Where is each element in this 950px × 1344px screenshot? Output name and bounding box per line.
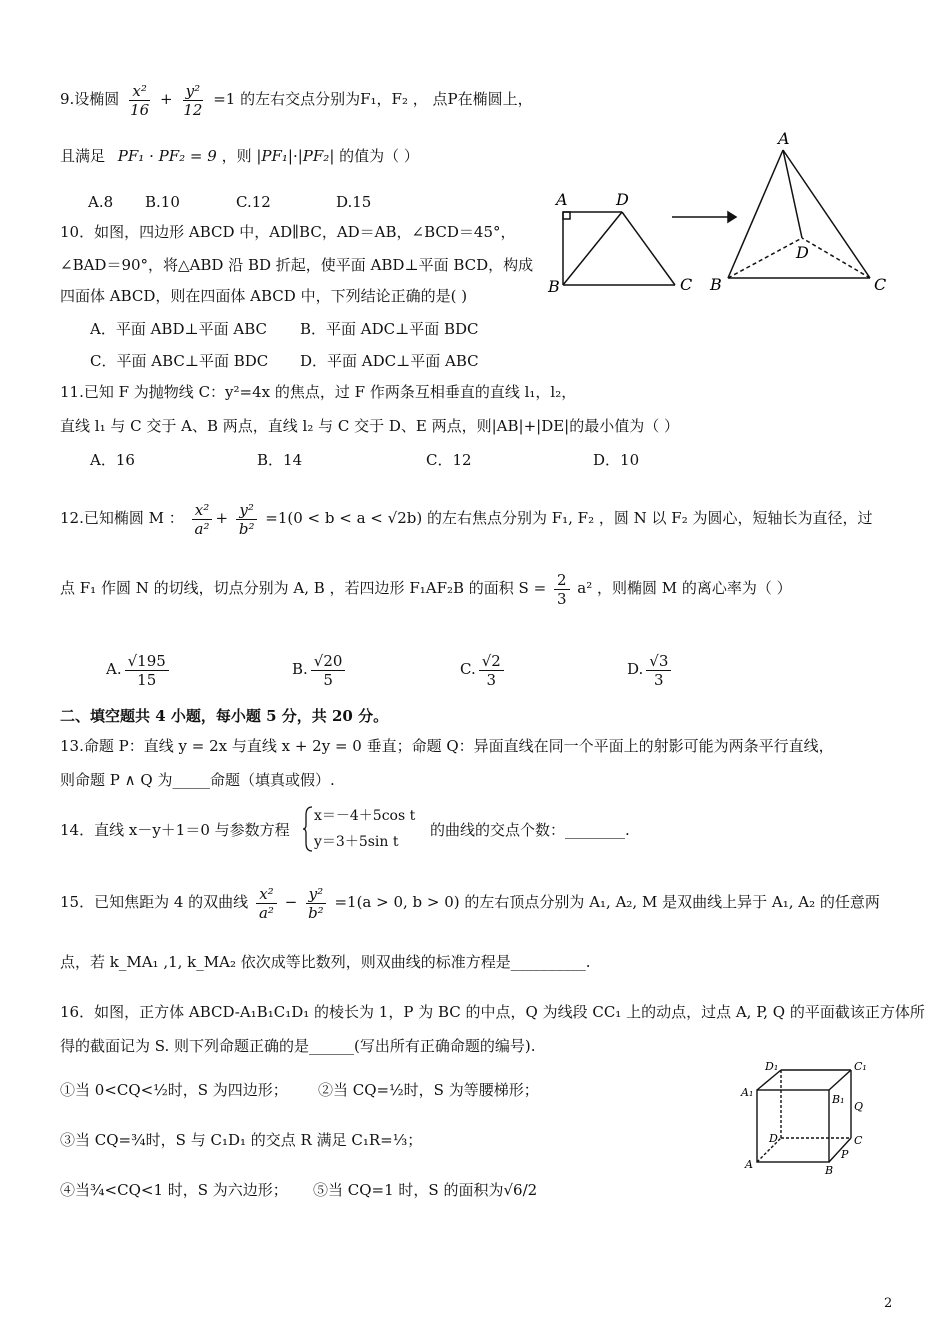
q9-frac-y: $\frac{\text{y²}}{12}$ (183, 81, 203, 119)
q14-brace (302, 805, 314, 853)
q16-cube-figure (735, 1058, 875, 1178)
q16-line2: 得的截面记为 S. 则下列命题正确的是______(写出所有正确命题的编号). (60, 1037, 536, 1055)
q10-fig-b: B (548, 277, 560, 296)
q12-text-a: 12.已知椭圆 M ： (60, 509, 184, 527)
q16-item2: ②当 CQ=½时，S 为等腰梯形； (318, 1081, 539, 1099)
q12-line2 (60, 568, 792, 608)
q11-option-b: B．14 (257, 451, 303, 469)
q9-dot-expr: PF₁ · PF₂ = 9 (117, 147, 217, 165)
q9-text-b: 的左右交点分别为F₁，F₂ ， 点P在椭圆上， (240, 90, 533, 108)
q10-fig-c: C (680, 275, 693, 294)
q15-line2: 点，若 k_MA₁ ,1, k_MA₂ 依次成等比数列，则双曲线的标准方程是__________. (60, 953, 591, 971)
q10-tetra-a: A (778, 130, 790, 148)
section-heading: 二、填空题共 4 小题，每小题 5 分，共 20 分。 (60, 707, 389, 725)
q14-text-a: 14．直线 x－y＋1＝0 与参数方程 (60, 821, 290, 839)
q12-line1: 12.已知椭圆 M ： $\frac{\text{x²}}{\text{a²}}$ + $\frac{\text{y²}}{\text{b²}}$ =1(0 < b < a < √2b) 的左右焦点分别为 F₁, F₂ ，圆 N 以 F₂ 为圆心，短轴长为直径，过 (60, 500, 873, 538)
q11-line2: 直线 l₁ 与 C 交于 A、B 两点，直线 l₂ 与 C 交于 D、E 两点，则|AB|+|DE|的最小值为（ ） (60, 417, 680, 435)
q9-option-b: B.10 (145, 193, 180, 211)
q10-quad (563, 212, 675, 285)
q16-cube (757, 1070, 851, 1162)
q15-text-b: =1(a > 0, b > 0) 的左右顶点分别为 A₁, A₂, M 是双曲线上异于 A₁, A₂ 的任意两 (334, 893, 880, 911)
q9-plus: + (159, 90, 173, 108)
q15-minus: − (284, 893, 298, 911)
q10-arrow (672, 212, 736, 222)
q12-option-b: B. $\frac{√20}{5}$ (292, 646, 348, 692)
q11-line1: 11.已知 F 为抛物线 C：y²=4x 的焦点，过 F 作两条互相垂直的直线 l₁，l₂， (60, 383, 577, 401)
q12-option-d: D. $\frac{√3}{3}$ (627, 646, 674, 692)
q11-option-a: A．16 (90, 451, 135, 469)
q10-line1: 10．如图，四边形 ABCD 中，AD∥BC，AD＝AB，∠BCD＝45°， (60, 223, 516, 241)
q9-option-a: A.8 (88, 193, 114, 211)
q14-system-2: y＝3＋5sin t (314, 834, 399, 850)
cube-label-c: C (854, 1134, 863, 1147)
q12-text-c: 点 F₁ 作圆 N 的切线，切点分别为 A, B ，若四边形 F₁AF₂B 的面积 S = (60, 579, 547, 597)
q10-tetra-c: C (874, 275, 887, 294)
q16-item3: ③当 CQ=¾时，S 与 C₁D₁ 的交点 R 满足 C₁R=⅓； (60, 1131, 423, 1149)
q11-option-c: C．12 (426, 451, 472, 469)
cube-label-a: A (745, 1158, 753, 1171)
q10-option-c: C．平面 ABC⊥平面 BDC (90, 352, 269, 370)
cube-label-d: D (769, 1132, 778, 1145)
q10-option-d: D．平面 ADC⊥平面 ABC (300, 352, 479, 370)
q10-option-a: A．平面 ABD⊥平面 ABC (90, 320, 267, 338)
q16-item5: ⑤当 CQ=1 时，S 的面积为√6/2 (313, 1181, 538, 1199)
q10-tetra-d: D (796, 243, 809, 262)
q9-option-c: C.12 (236, 193, 271, 211)
cube-label-p: P (841, 1148, 849, 1161)
q15-line1 (60, 882, 880, 922)
q10-fig-a: A (556, 190, 568, 209)
q10-line3: 四面体 ABCD，则在四面体 ABCD 中，下列结论正确的是( ) (60, 287, 468, 305)
q11-option-d: D．10 (593, 451, 640, 469)
page-number: 2 (884, 1296, 893, 1311)
q12-text-d: a² ，则椭圆 M 的离心率为（ ） (577, 579, 792, 597)
q10-fig-d: D (616, 190, 629, 209)
cube-label-b1: B₁ (832, 1093, 845, 1106)
q12-option-a: A. $\frac{√195}{15}$ (106, 646, 172, 692)
q13-line2: 则命题 P ∧ Q 为_____命题（填真或假）. (60, 771, 335, 789)
q9-text-a: 9.设椭圆 (60, 90, 120, 108)
q9-line1 (60, 80, 533, 118)
q9-option-d: D.15 (336, 193, 372, 211)
q13-line1: 13.命题 P：直线 y = 2x 与直线 x + 2y = 0 垂直；命题 Q：异面直线在同一个平面上的射影可能为两条平行直线， (60, 737, 834, 755)
cube-label-q: Q (854, 1100, 864, 1113)
q9-abs-expr: |PF₁|·|PF₂| (256, 147, 335, 165)
cube-label-a1: A₁ (741, 1086, 754, 1099)
cube-label-d1: D₁ (765, 1060, 779, 1073)
q9-line2-b: ，则 (221, 147, 252, 165)
q9-frac-x: $\frac{\text{x²}}{16}$ (130, 81, 150, 119)
q12-option-c: C. $\frac{√2}{3}$ (460, 646, 507, 692)
q10-figure (540, 130, 900, 310)
q12-frac-x: $\frac{\text{x²}}{\text{a²}}$ (192, 501, 213, 538)
cube-label-c1: C₁ (854, 1060, 867, 1073)
q14-text-b: 的曲线的交点个数：________. (430, 821, 630, 839)
q16-line1: 16．如图，正方体 ABCD-A₁B₁C₁D₁ 的棱长为 1，P 为 BC 的中点，Q 为线段 CC₁ 上的动点，过点 A, P, Q 的平面截该正方体所 (60, 1003, 925, 1021)
cube-label-b: B (825, 1164, 834, 1177)
q15-text-a: 15．已知焦距为 4 的双曲线 (60, 893, 249, 911)
q10-line2: ∠BAD＝90°，将△ABD 沿 BD 折起，使平面 ABD⊥平面 BCD，构成 (60, 256, 534, 274)
q16-item1: ①当 0<CQ<½时，S 为四边形； (60, 1081, 288, 1099)
q9-line2-a: 且满足 (60, 147, 106, 165)
q12-frac-y: $\frac{\text{y²}}{\text{b²}}$ (236, 501, 258, 538)
q9-line2-c: 的值为（ ） (339, 147, 419, 165)
q15-frac-y: $\frac{\text{y²}}{\text{b²}}$ (305, 885, 327, 922)
q12-text-b: =1(0 < b < a < √2b) 的左右焦点分别为 F₁, F₂ ，圆 N 以 F₂ 为圆心，短轴长为直径，过 (265, 509, 873, 527)
q14-system-1: x＝－4＋5cos t (314, 808, 416, 824)
q10-option-b: B．平面 ADC⊥平面 BDC (300, 320, 479, 338)
q10-tetra-b: B (710, 275, 722, 294)
q12-frac-area: $\frac{2}{3}$ (554, 571, 570, 608)
q9-eq: =1 (213, 90, 236, 108)
q16-item4: ④当¾<CQ<1 时，S 为六边形； (60, 1181, 288, 1199)
q9-line2 (60, 146, 419, 166)
q15-frac-x: $\frac{\text{x²}}{\text{a²}}$ (256, 885, 277, 922)
